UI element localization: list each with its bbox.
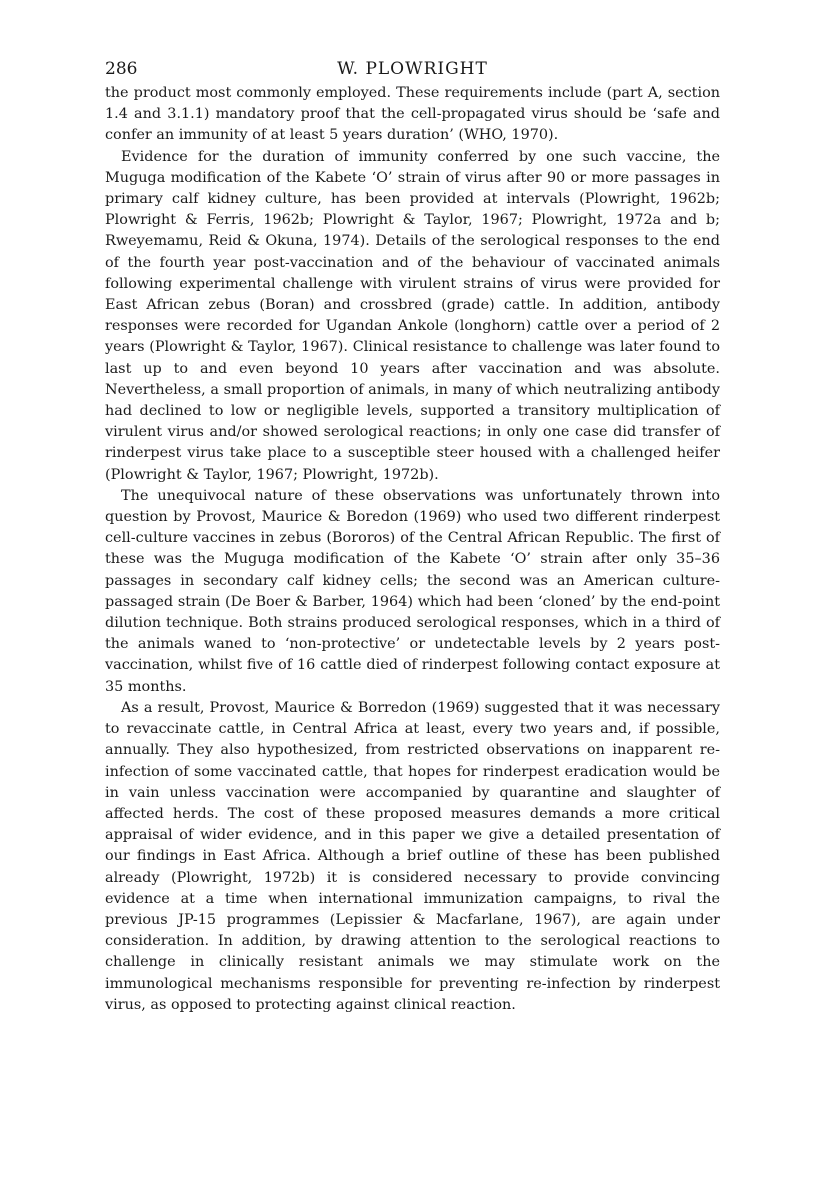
paragraph-continued: the product most commonly employed. These requirements include (part A, section 1.4 and 3.1.1) mandatory proof that the cell-propagated virus should be ‘safe and confer an immunity of at least 5 years duration’ (WHO, 1970). — [105, 85, 720, 144]
page-number: 286 — [105, 59, 138, 79]
paragraph-unequivocal: The unequivocal nature of these observations was unfortunately thrown into question by Provost, Maurice & Boredon (1969) who used two different rinderpest cell-culture vaccines in zebus (Bororos) of the Central African Republic. The first of these was the Muguga modification of the Kabete ‘O’ strain after only 35–36 passages in secondary calf kidney cells; the second was an American culture-passaged strain (De Boer & Barber, 1964) which had been ‘cloned’ by the end-point dilution technique. Both strains produced serological responses, which in a third of the animals waned to ‘non-protective’ or undetectable levels by 2 years post-vaccination, whilst five of 16 cattle died of rinderpest following contact exposure at 35 months. — [105, 487, 720, 695]
page-header — [105, 55, 720, 83]
paragraph-result: As a result, Provost, Maurice & Borredon (1969) suggested that it was necessary to revaccinate cattle, in Central Africa at least, every two years and, if possible, annually. They also hypothesized, from restricted observations on inapparent re-infection of some vaccinated cattle, that hopes for rinderpest eradication would be in vain unless vaccination were accompanied by quarantine and slaughter of affected herds. The cost of these proposed measures demands a more critical appraisal of wider evidence, and in this paper we give a detailed presentation of our findings in East Africa. Although a brief outline of these has been published already (Plowright, 1972b) it is considered necessary to provide convincing evidence at a time when international immunization campaigns, to rival the previous JP-15 programmes (Lepissier & Macfarlane, 1967), are again under consideration. In addition, by drawing attention to the serological reactions to challenge in clinically resistant animals we may stimulate work on the immunological mechanisms responsible for preventing re-infection by rinderpest virus, as opposed to protecting against clinical reaction. — [105, 699, 720, 1013]
document-page — [105, 55, 720, 1016]
running-head: W. PLOWRIGHT — [337, 59, 488, 79]
paragraph-evidence: Evidence for the duration of immunity conferred by one such vaccine, the Muguga modification of the Kabete ‘O’ strain of virus after 90 or more passages in primary calf kidney culture, has been provided at intervals (Plowright, 1962b; Plowright & Ferris, 1962b; Plowright & Taylor, 1967; Plowright, 1972a and b; Rweyemamu, Reid & Okuna, 1974). Details of the serological responses to the end of the fourth year post-vaccination and of the behaviour of vaccinated animals following experimental challenge with virulent strains of virus were provided for East African zebus (Boran) and crossbred (grade) cattle. In addition, antibody responses were recorded for Ugandan Ankole (longhorn) cattle over a period of 2 years (Plowright & Taylor, 1967). Clinical resistance to challenge was later found to last up to and even beyond 10 years after vaccination and was absolute. Nevertheless, a small proportion of animals, in many of which neutralizing antibody had declined to low or negligible levels, supported a transitory multiplication of virulent virus and/or showed serological reactions; in only one case did transfer of rinderpest virus take place to a susceptible steer housed with a challenged heifer (Plowright & Taylor, 1967; Plowright, 1972b). — [105, 148, 720, 483]
